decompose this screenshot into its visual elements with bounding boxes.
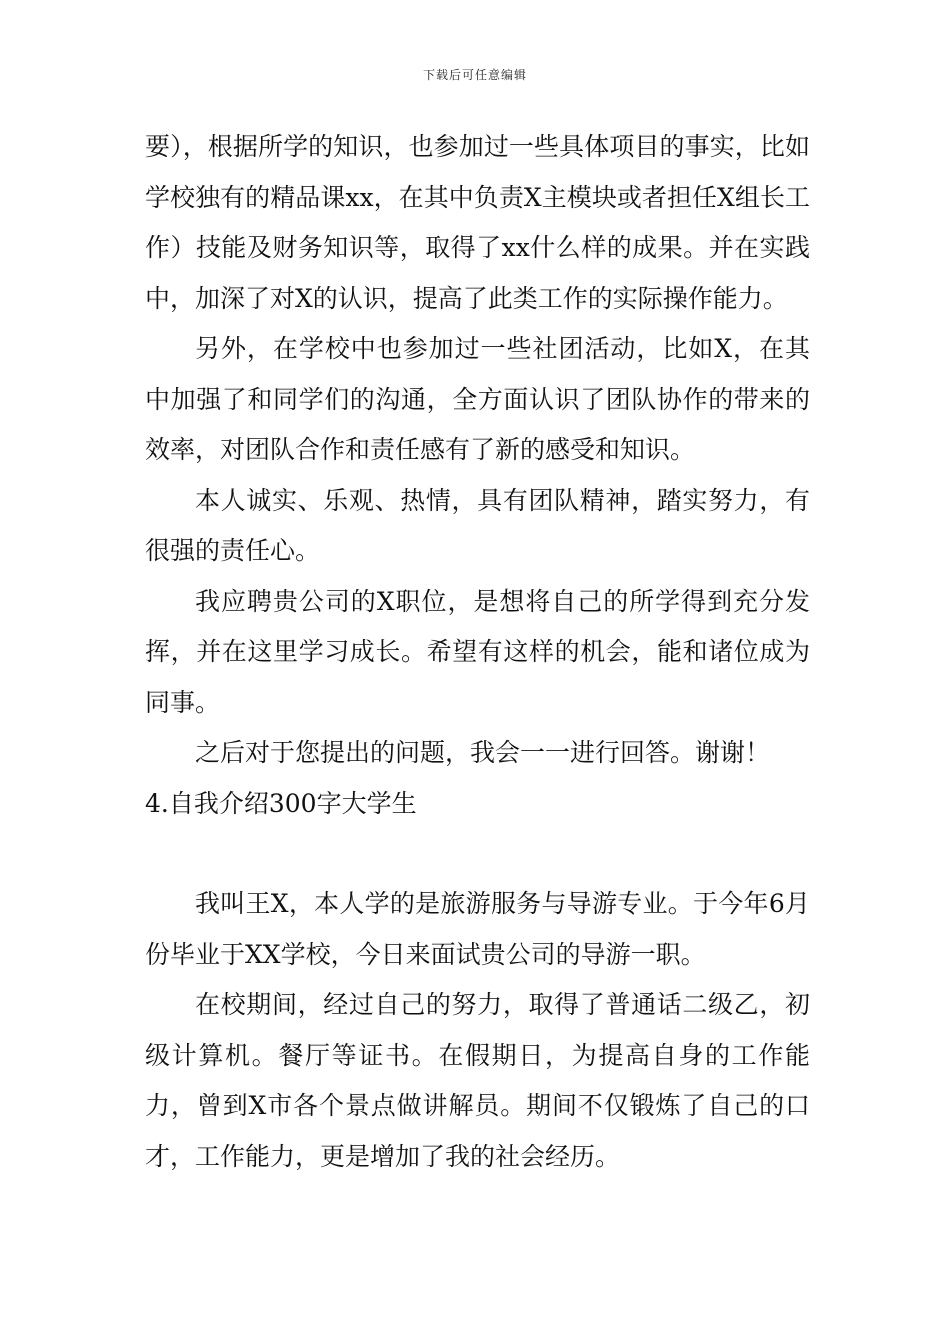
- paragraph-self-intro: 我叫王X，本人学的是旅游服务与导游专业。于今年6月份毕业于XX学校，今日来面试贵公司的导游一职。: [145, 889, 810, 969]
- paragraph-club-activities: 另外，在学校中也参加过一些社团活动，比如X，在其中加强了和同学们的沟通，全方面认识了团队协作的带来的效率，对团队合作和责任感有了新的感受和知识。: [145, 334, 810, 464]
- document-body: [145, 122, 810, 1182]
- paragraph-closing: 之后对于您提出的问题，我会一一进行回答。谢谢！: [195, 738, 771, 767]
- section-heading: 4.自我介绍300字大学生: [145, 788, 417, 818]
- blank-line: [145, 829, 810, 879]
- paragraph-school-period: 在校期间，经过自己的努力，取得了普通话二级乙，初级计算机。餐厅等证书。在假期日，为提高自身的工作能力，曾到X市各个景点做讲解员。期间不仅锻炼了自己的口才，工作能力，更是增加了我的社会经历。: [145, 990, 810, 1171]
- paragraph-personality: 本人诚实、乐观、热情，具有团队精神，踏实努力，有很强的责任心。: [145, 485, 810, 565]
- paragraph-continuation: 要），根据所学的知识，也参加过一些具体项目的事实，比如学校独有的精品课xx，在其中负责X主模块或者担任X组长工作）技能及财务知识等，取得了xx什么样的成果。并在实践中，加深了对X的认识，提高了此类工作的实际操作能力。: [145, 132, 810, 313]
- header-note: 下载后可任意编辑: [422, 68, 527, 82]
- paragraph-application: 我应聘贵公司的X职位，是想将自己的所学得到充分发挥，并在这里学习成长。希望有这样的机会，能和诸位成为同事。: [145, 586, 810, 717]
